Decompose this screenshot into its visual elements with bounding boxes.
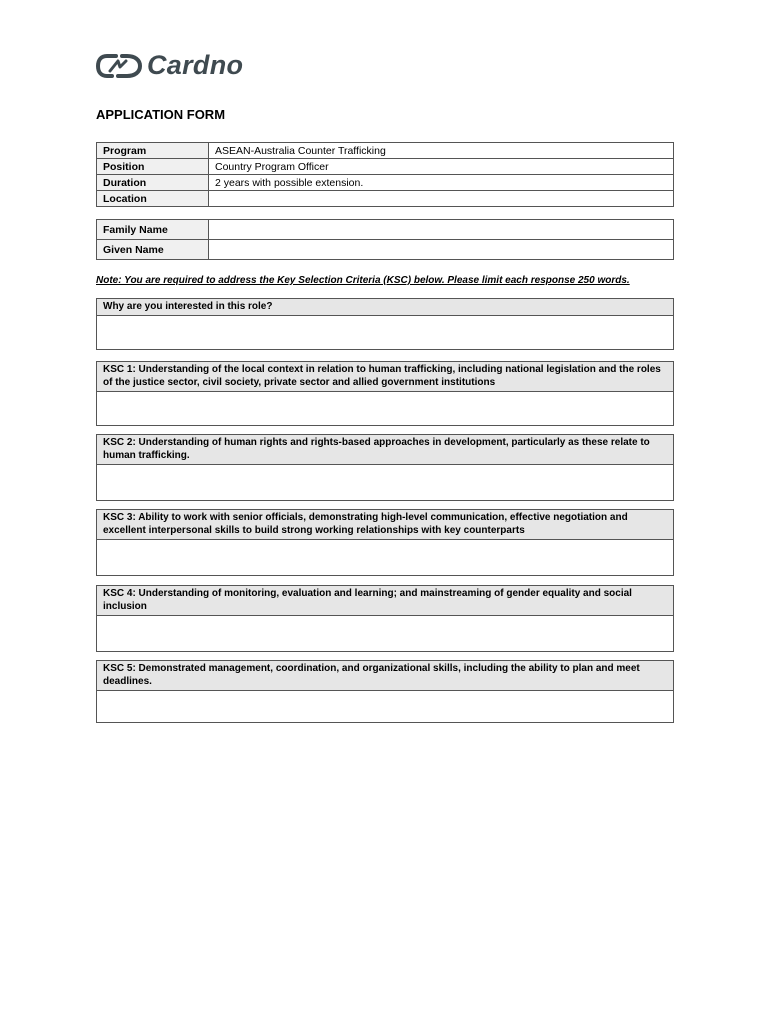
ksc1-question-box [96,361,674,426]
family-name-field[interactable] [209,220,674,240]
question-heading: KSC 1: Understanding of the local context in relation to human trafficking, including national legislation and the roles of the justice sector, civil society, private sector and allied government institutions [97,362,673,392]
table-row [97,175,674,191]
ksc5-question-box [96,660,674,723]
interest-response-field[interactable] [97,316,673,349]
ksc3-question-box [96,509,674,576]
ksc2-response-field[interactable] [97,465,673,500]
question-heading: KSC 3: Ability to work with senior officials, demonstrating high-level communication, effective negotiation and excellent interpersonal skills to build strong working relationships with key counterparts [97,510,673,540]
table-row [97,240,674,260]
duration-value: 2 years with possible extension. [209,175,674,191]
logo-text: Cardno [147,50,244,80]
ksc2-question-box [96,434,674,501]
cardno-logo-icon [96,53,142,79]
ksc4-question-box [96,585,674,652]
ksc4-response-field[interactable] [97,616,673,651]
question-heading: KSC 4: Understanding of monitoring, evaluation and learning; and mainstreaming of gender equality and social inclusion [97,586,673,616]
company-logo [96,50,243,81]
position-details-table [96,142,674,207]
ksc1-response-field[interactable] [97,392,673,425]
ksc5-response-field[interactable] [97,691,673,722]
given-name-label: Given Name [97,240,209,260]
given-name-field[interactable] [209,240,674,260]
table-row [97,220,674,240]
ksc-note: Note: You are required to address the Key Selection Criteria (KSC) below. Please limit each response 250 words. [96,275,630,286]
location-field[interactable] [209,191,674,207]
table-row [97,191,674,207]
page-title: APPLICATION FORM [96,107,226,122]
family-name-label: Family Name [97,220,209,240]
table-row [97,143,674,159]
position-label: Position [97,159,209,175]
table-row [97,159,674,175]
location-label: Location [97,191,209,207]
position-value: Country Program Officer [209,159,674,175]
program-label: Program [97,143,209,159]
question-heading: KSC 5: Demonstrated management, coordination, and organizational skills, including the ability to plan and meet deadlines. [97,661,673,691]
interest-question-box [96,298,674,350]
program-value: ASEAN-Australia Counter Trafficking [209,143,674,159]
question-heading: Why are you interested in this role? [97,299,673,316]
question-heading: KSC 2: Understanding of human rights and rights-based approaches in development, particularly as these relate to human trafficking. [97,435,673,465]
duration-label: Duration [97,175,209,191]
applicant-name-table [96,219,674,260]
ksc3-response-field[interactable] [97,540,673,575]
